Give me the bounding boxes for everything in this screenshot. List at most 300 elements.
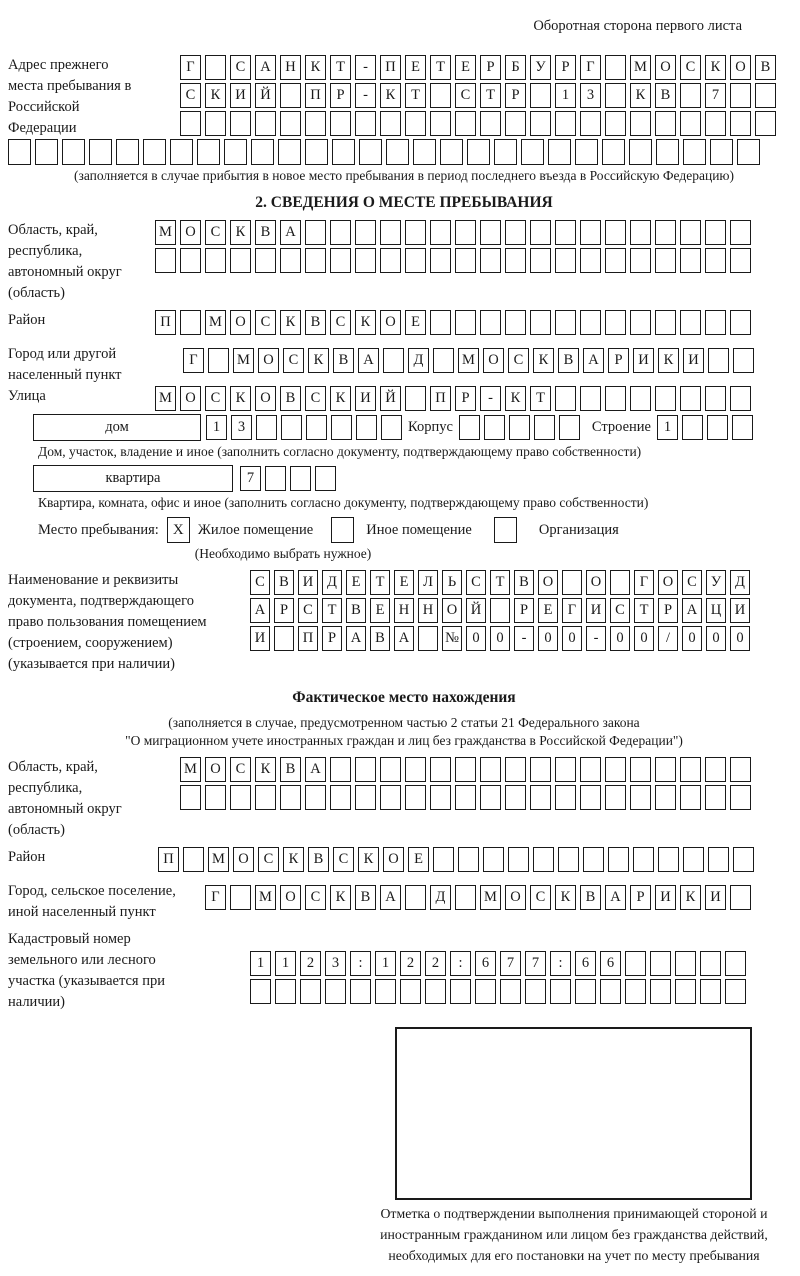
char-cell[interactable]: Р (505, 83, 526, 108)
char-cell[interactable] (730, 785, 751, 810)
char-cell[interactable] (700, 979, 721, 1004)
char-cell[interactable]: В (355, 885, 376, 910)
char-cell[interactable] (730, 885, 751, 910)
char-cell[interactable]: К (230, 220, 251, 245)
char-cell[interactable]: 1 (657, 415, 678, 440)
char-cell[interactable] (505, 785, 526, 810)
char-cell[interactable] (575, 139, 598, 165)
char-cell[interactable] (505, 220, 526, 245)
char-cell[interactable]: О (380, 310, 401, 335)
char-cell[interactable] (405, 785, 426, 810)
char-cell[interactable] (230, 785, 251, 810)
char-cell[interactable] (440, 139, 463, 165)
char-cell[interactable]: К (308, 348, 329, 373)
char-cell[interactable] (380, 248, 401, 273)
char-cell[interactable] (580, 785, 601, 810)
char-cell[interactable]: Г (183, 348, 204, 373)
char-cell[interactable] (625, 951, 646, 976)
char-cell[interactable] (405, 386, 426, 411)
char-cell[interactable]: : (350, 951, 371, 976)
char-cell[interactable]: Д (408, 348, 429, 373)
char-cell[interactable] (155, 248, 176, 273)
char-cell[interactable] (605, 386, 626, 411)
char-cell[interactable] (733, 847, 754, 872)
char-cell[interactable] (580, 220, 601, 245)
char-cell[interactable] (605, 248, 626, 273)
char-cell[interactable] (530, 111, 551, 136)
char-cell[interactable]: О (180, 386, 201, 411)
char-cell[interactable] (274, 626, 294, 651)
char-cell[interactable]: Г (634, 570, 654, 595)
char-cell[interactable]: С (682, 570, 702, 595)
char-cell[interactable] (62, 139, 85, 165)
char-cell[interactable]: Е (394, 570, 414, 595)
char-cell[interactable] (230, 111, 251, 136)
char-cell[interactable]: 6 (475, 951, 496, 976)
char-cell[interactable] (455, 757, 476, 782)
char-cell[interactable]: К (330, 885, 351, 910)
char-cell[interactable] (375, 979, 396, 1004)
char-cell[interactable]: О (538, 570, 558, 595)
char-cell[interactable] (430, 111, 451, 136)
char-cell[interactable] (530, 248, 551, 273)
char-cell[interactable] (305, 220, 326, 245)
char-cell[interactable] (256, 415, 277, 440)
char-cell[interactable] (505, 111, 526, 136)
char-cell[interactable] (655, 220, 676, 245)
char-cell[interactable] (180, 111, 201, 136)
char-cell[interactable] (330, 757, 351, 782)
char-cell[interactable] (705, 785, 726, 810)
char-cell[interactable] (380, 111, 401, 136)
char-cell[interactable] (605, 55, 626, 80)
char-cell[interactable] (710, 139, 733, 165)
char-cell[interactable] (455, 785, 476, 810)
char-cell[interactable]: Г (580, 55, 601, 80)
char-cell[interactable]: К (555, 885, 576, 910)
char-cell[interactable]: К (205, 83, 226, 108)
char-cell[interactable] (480, 310, 501, 335)
char-cell[interactable]: М (233, 348, 254, 373)
char-cell[interactable]: Т (480, 83, 501, 108)
char-cell[interactable] (505, 310, 526, 335)
char-cell[interactable]: О (483, 348, 504, 373)
char-cell[interactable] (708, 348, 729, 373)
char-cell[interactable]: О (442, 598, 462, 623)
char-cell[interactable]: О (280, 885, 301, 910)
char-cell[interactable] (548, 139, 571, 165)
char-cell[interactable]: Г (205, 885, 226, 910)
char-cell[interactable] (170, 139, 193, 165)
char-cell[interactable] (265, 466, 286, 491)
char-cell[interactable] (605, 83, 626, 108)
char-cell[interactable]: О (655, 55, 676, 80)
char-cell[interactable] (467, 139, 490, 165)
char-cell[interactable] (530, 220, 551, 245)
char-cell[interactable]: Р (514, 598, 534, 623)
char-cell[interactable] (230, 248, 251, 273)
char-cell[interactable]: Р (630, 885, 651, 910)
char-cell[interactable]: 7 (525, 951, 546, 976)
char-cell[interactable]: М (630, 55, 651, 80)
char-cell[interactable] (490, 598, 510, 623)
char-cell[interactable] (494, 139, 517, 165)
char-cell[interactable]: Р (455, 386, 476, 411)
char-cell[interactable]: Т (634, 598, 654, 623)
char-cell[interactable]: В (370, 626, 390, 651)
char-cell[interactable] (380, 785, 401, 810)
char-cell[interactable]: А (583, 348, 604, 373)
char-cell[interactable] (732, 415, 753, 440)
char-cell[interactable] (534, 415, 555, 440)
char-cell[interactable]: Д (322, 570, 342, 595)
char-cell[interactable]: Е (455, 55, 476, 80)
char-cell[interactable]: Р (322, 626, 342, 651)
char-cell[interactable] (683, 847, 704, 872)
char-cell[interactable] (680, 757, 701, 782)
char-cell[interactable] (730, 83, 751, 108)
char-cell[interactable] (330, 220, 351, 245)
char-cell[interactable]: 2 (400, 951, 421, 976)
char-cell[interactable] (733, 348, 754, 373)
char-cell[interactable]: С (610, 598, 630, 623)
char-cell[interactable] (280, 111, 301, 136)
char-cell[interactable] (508, 847, 529, 872)
char-cell[interactable] (433, 348, 454, 373)
char-cell[interactable]: К (355, 310, 376, 335)
char-cell[interactable] (655, 386, 676, 411)
char-cell[interactable]: А (682, 598, 702, 623)
char-cell[interactable] (655, 757, 676, 782)
char-cell[interactable] (386, 139, 409, 165)
char-cell[interactable]: С (466, 570, 486, 595)
char-cell[interactable] (555, 111, 576, 136)
char-cell[interactable] (562, 570, 582, 595)
char-cell[interactable] (430, 220, 451, 245)
char-cell[interactable] (430, 248, 451, 273)
char-cell[interactable] (455, 220, 476, 245)
char-cell[interactable]: И (655, 885, 676, 910)
char-cell[interactable] (658, 847, 679, 872)
char-cell[interactable]: / (658, 626, 678, 651)
char-cell[interactable] (555, 310, 576, 335)
char-cell[interactable] (555, 757, 576, 782)
char-cell[interactable]: Р (658, 598, 678, 623)
char-cell[interactable] (255, 785, 276, 810)
char-cell[interactable]: П (430, 386, 451, 411)
char-cell[interactable]: С (205, 386, 226, 411)
char-cell[interactable]: С (250, 570, 270, 595)
char-cell[interactable]: Т (430, 55, 451, 80)
char-cell[interactable]: 2 (300, 951, 321, 976)
char-cell[interactable] (550, 979, 571, 1004)
char-cell[interactable] (583, 847, 604, 872)
char-cell[interactable]: Р (330, 83, 351, 108)
char-cell[interactable]: С (230, 55, 251, 80)
char-cell[interactable]: К (533, 348, 554, 373)
char-cell[interactable]: В (255, 220, 276, 245)
checkbox-organization[interactable] (494, 517, 517, 543)
char-cell[interactable] (680, 83, 701, 108)
char-cell[interactable] (675, 951, 696, 976)
char-cell[interactable] (197, 139, 220, 165)
char-cell[interactable]: Т (330, 55, 351, 80)
char-cell[interactable]: М (458, 348, 479, 373)
char-cell[interactable] (280, 83, 301, 108)
char-cell[interactable] (600, 979, 621, 1004)
char-cell[interactable] (280, 785, 301, 810)
char-cell[interactable]: Р (480, 55, 501, 80)
char-cell[interactable] (180, 785, 201, 810)
char-cell[interactable]: Т (405, 83, 426, 108)
char-cell[interactable] (755, 111, 776, 136)
char-cell[interactable] (305, 111, 326, 136)
char-cell[interactable]: № (442, 626, 462, 651)
char-cell[interactable]: М (255, 885, 276, 910)
char-cell[interactable] (580, 386, 601, 411)
char-cell[interactable]: Й (380, 386, 401, 411)
checkbox-residential[interactable]: X (167, 517, 190, 543)
char-cell[interactable] (430, 310, 451, 335)
char-cell[interactable] (605, 757, 626, 782)
char-cell[interactable]: К (680, 885, 701, 910)
char-cell[interactable]: 0 (490, 626, 510, 651)
char-cell[interactable] (575, 979, 596, 1004)
char-cell[interactable]: С (680, 55, 701, 80)
char-cell[interactable] (484, 415, 505, 440)
char-cell[interactable] (480, 111, 501, 136)
char-cell[interactable]: И (586, 598, 606, 623)
char-cell[interactable]: М (208, 847, 229, 872)
char-cell[interactable] (505, 757, 526, 782)
char-cell[interactable] (8, 139, 31, 165)
char-cell[interactable] (530, 83, 551, 108)
char-cell[interactable] (680, 111, 701, 136)
char-cell[interactable] (455, 885, 476, 910)
char-cell[interactable] (405, 248, 426, 273)
char-cell[interactable] (521, 139, 544, 165)
char-cell[interactable] (602, 139, 625, 165)
char-cell[interactable] (305, 248, 326, 273)
char-cell[interactable] (205, 55, 226, 80)
char-cell[interactable]: - (480, 386, 501, 411)
char-cell[interactable] (300, 979, 321, 1004)
char-cell[interactable] (530, 310, 551, 335)
char-cell[interactable] (707, 415, 728, 440)
char-cell[interactable] (633, 847, 654, 872)
char-cell[interactable] (331, 415, 352, 440)
char-cell[interactable]: С (205, 220, 226, 245)
char-cell[interactable]: В (308, 847, 329, 872)
char-cell[interactable]: В (274, 570, 294, 595)
char-cell[interactable]: О (658, 570, 678, 595)
char-cell[interactable] (500, 979, 521, 1004)
char-cell[interactable]: Р (608, 348, 629, 373)
char-cell[interactable] (580, 248, 601, 273)
char-cell[interactable] (755, 83, 776, 108)
char-cell[interactable] (533, 847, 554, 872)
char-cell[interactable] (89, 139, 112, 165)
char-cell[interactable]: 3 (325, 951, 346, 976)
char-cell[interactable] (580, 310, 601, 335)
char-cell[interactable]: Л (418, 570, 438, 595)
char-cell[interactable]: М (155, 220, 176, 245)
char-cell[interactable] (281, 415, 302, 440)
char-cell[interactable] (505, 248, 526, 273)
char-cell[interactable]: Д (430, 885, 451, 910)
char-cell[interactable]: Г (180, 55, 201, 80)
char-cell[interactable]: 3 (580, 83, 601, 108)
char-cell[interactable]: И (633, 348, 654, 373)
char-cell[interactable]: А (255, 55, 276, 80)
char-cell[interactable]: К (305, 55, 326, 80)
char-cell[interactable] (509, 415, 530, 440)
char-cell[interactable]: П (298, 626, 318, 651)
char-cell[interactable]: О (730, 55, 751, 80)
char-cell[interactable]: 0 (538, 626, 558, 651)
char-cell[interactable]: С (283, 348, 304, 373)
char-cell[interactable]: В (514, 570, 534, 595)
char-cell[interactable]: : (450, 951, 471, 976)
char-cell[interactable]: К (255, 757, 276, 782)
char-cell[interactable] (608, 847, 629, 872)
char-cell[interactable] (205, 248, 226, 273)
char-cell[interactable] (555, 785, 576, 810)
char-cell[interactable]: А (250, 598, 270, 623)
char-cell[interactable]: И (730, 598, 750, 623)
char-cell[interactable] (705, 220, 726, 245)
char-cell[interactable]: Е (346, 570, 366, 595)
char-cell[interactable] (325, 979, 346, 1004)
char-cell[interactable]: И (355, 386, 376, 411)
char-cell[interactable]: А (380, 885, 401, 910)
char-cell[interactable]: Й (255, 83, 276, 108)
char-cell[interactable]: 0 (466, 626, 486, 651)
char-cell[interactable] (355, 220, 376, 245)
char-cell[interactable]: А (305, 757, 326, 782)
checkbox-other-premises[interactable] (331, 517, 354, 543)
char-cell[interactable] (400, 979, 421, 1004)
char-cell[interactable]: Р (555, 55, 576, 80)
char-cell[interactable]: В (280, 757, 301, 782)
char-cell[interactable] (380, 757, 401, 782)
char-cell[interactable] (381, 415, 402, 440)
char-cell[interactable]: М (480, 885, 501, 910)
char-cell[interactable]: О (230, 310, 251, 335)
char-cell[interactable] (430, 83, 451, 108)
char-cell[interactable] (525, 979, 546, 1004)
char-cell[interactable]: В (655, 83, 676, 108)
char-cell[interactable]: 0 (730, 626, 750, 651)
char-cell[interactable] (580, 757, 601, 782)
char-cell[interactable] (255, 111, 276, 136)
char-cell[interactable] (405, 220, 426, 245)
char-cell[interactable] (330, 111, 351, 136)
char-cell[interactable] (418, 626, 438, 651)
char-cell[interactable] (629, 139, 652, 165)
char-cell[interactable] (605, 220, 626, 245)
apartment-box[interactable]: квартира (33, 465, 233, 492)
char-cell[interactable]: А (346, 626, 366, 651)
char-cell[interactable] (356, 415, 377, 440)
char-cell[interactable] (737, 139, 760, 165)
char-cell[interactable] (725, 951, 746, 976)
char-cell[interactable] (555, 220, 576, 245)
char-cell[interactable]: Т (370, 570, 390, 595)
char-cell[interactable]: С (455, 83, 476, 108)
char-cell[interactable]: : (550, 951, 571, 976)
char-cell[interactable]: А (280, 220, 301, 245)
char-cell[interactable]: О (205, 757, 226, 782)
char-cell[interactable] (305, 785, 326, 810)
char-cell[interactable] (700, 951, 721, 976)
char-cell[interactable] (205, 111, 226, 136)
char-cell[interactable]: 0 (634, 626, 654, 651)
char-cell[interactable] (305, 139, 328, 165)
char-cell[interactable]: И (705, 885, 726, 910)
char-cell[interactable] (730, 248, 751, 273)
char-cell[interactable] (705, 111, 726, 136)
char-cell[interactable] (625, 979, 646, 1004)
char-cell[interactable] (682, 415, 703, 440)
char-cell[interactable] (430, 785, 451, 810)
char-cell[interactable] (630, 220, 651, 245)
char-cell[interactable]: И (250, 626, 270, 651)
char-cell[interactable] (656, 139, 679, 165)
char-cell[interactable]: В (580, 885, 601, 910)
char-cell[interactable] (680, 785, 701, 810)
char-cell[interactable] (558, 847, 579, 872)
char-cell[interactable]: Д (730, 570, 750, 595)
char-cell[interactable] (730, 220, 751, 245)
char-cell[interactable]: О (505, 885, 526, 910)
char-cell[interactable] (275, 979, 296, 1004)
char-cell[interactable]: М (155, 386, 176, 411)
char-cell[interactable] (630, 785, 651, 810)
char-cell[interactable] (455, 248, 476, 273)
char-cell[interactable]: О (586, 570, 606, 595)
char-cell[interactable]: К (505, 386, 526, 411)
char-cell[interactable]: 1 (555, 83, 576, 108)
char-cell[interactable] (730, 310, 751, 335)
char-cell[interactable]: В (280, 386, 301, 411)
char-cell[interactable] (630, 248, 651, 273)
char-cell[interactable]: И (298, 570, 318, 595)
char-cell[interactable]: 0 (610, 626, 630, 651)
char-cell[interactable] (455, 111, 476, 136)
char-cell[interactable] (383, 348, 404, 373)
char-cell[interactable]: 7 (705, 83, 726, 108)
char-cell[interactable] (730, 386, 751, 411)
char-cell[interactable] (708, 847, 729, 872)
char-cell[interactable]: М (205, 310, 226, 335)
char-cell[interactable] (605, 785, 626, 810)
char-cell[interactable] (116, 139, 139, 165)
char-cell[interactable] (680, 310, 701, 335)
char-cell[interactable]: И (230, 83, 251, 108)
char-cell[interactable]: - (514, 626, 534, 651)
char-cell[interactable] (650, 951, 671, 976)
char-cell[interactable] (610, 570, 630, 595)
char-cell[interactable] (380, 220, 401, 245)
char-cell[interactable]: К (280, 310, 301, 335)
char-cell[interactable]: Г (562, 598, 582, 623)
char-cell[interactable] (530, 785, 551, 810)
char-cell[interactable] (559, 415, 580, 440)
char-cell[interactable] (255, 248, 276, 273)
char-cell[interactable] (405, 885, 426, 910)
char-cell[interactable] (355, 248, 376, 273)
